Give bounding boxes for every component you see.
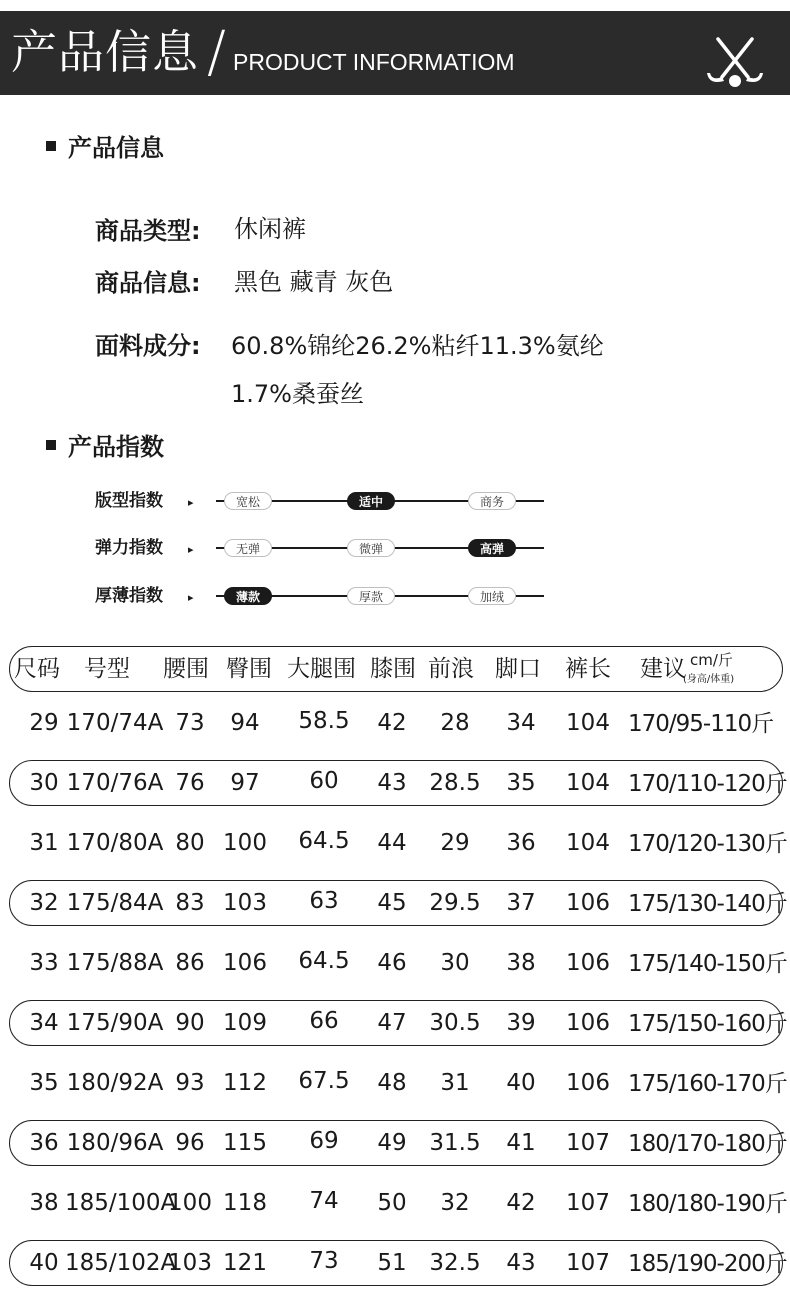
table-cell: 49 — [377, 1130, 407, 1156]
table-cell: 64.5 — [298, 828, 350, 854]
table-cell: 175/140-150斤 — [628, 951, 787, 977]
table-cell: 45 — [377, 890, 407, 916]
table-cell: 83 — [175, 890, 205, 916]
info-key-type: 商品类型: — [95, 217, 201, 245]
index-label: 厚薄指数 — [95, 586, 163, 606]
scale-option-selected: 薄款 — [224, 587, 272, 605]
table-cell: 36 — [29, 1130, 59, 1156]
banner-slash: / — [207, 20, 226, 85]
table-cell: 175/130-140斤 — [628, 891, 787, 917]
table-cell: 170/74A — [66, 710, 164, 736]
table-cell: 28.5 — [429, 770, 481, 796]
table-cell: 112 — [223, 1070, 267, 1096]
table-cell: 106 — [223, 950, 267, 976]
table-cell: 42 — [377, 710, 407, 736]
table-cell: 106 — [566, 890, 610, 916]
info-key-colors: 商品信息: — [95, 269, 201, 297]
arrow-right-icon: ▸ — [188, 543, 194, 556]
scale-option: 无弹 — [224, 539, 272, 557]
table-cell: 175/160-170斤 — [628, 1071, 787, 1097]
index-scale — [216, 584, 544, 608]
table-cell: 76 — [175, 770, 205, 796]
table-cell: 180/96A — [66, 1130, 164, 1156]
table-cell: 180/92A — [66, 1070, 164, 1096]
table-cell: 50 — [377, 1190, 407, 1216]
table-cell: 32 — [29, 890, 59, 916]
table-cell: 170/95-110斤 — [628, 711, 774, 737]
table-cell: 180/170-180斤 — [628, 1131, 787, 1157]
table-cell: 31.5 — [429, 1130, 481, 1156]
index-scale — [216, 536, 544, 560]
column-header: 号型 — [84, 656, 130, 682]
column-header: 前浪 — [428, 656, 474, 682]
table-cell: 43 — [506, 1250, 536, 1276]
table-cell: 90 — [175, 1010, 205, 1036]
column-header: 膝围 — [370, 656, 416, 682]
table-cell: 43 — [377, 770, 407, 796]
table-cell: 40 — [29, 1250, 59, 1276]
scale-option: 微弹 — [347, 539, 395, 557]
table-cell: 33 — [29, 950, 59, 976]
info-key-fabric: 面料成分: — [95, 332, 201, 360]
table-cell: 44 — [377, 830, 407, 856]
table-cell: 80 — [175, 830, 205, 856]
table-cell: 104 — [566, 710, 610, 736]
table-cell: 73 — [309, 1248, 339, 1274]
table-cell: 37 — [506, 890, 536, 916]
table-cell: 35 — [506, 770, 536, 796]
table-cell: 175/84A — [66, 890, 164, 916]
header-banner — [0, 11, 790, 95]
table-cell: 121 — [223, 1250, 267, 1276]
table-cell: 32 — [440, 1190, 470, 1216]
table-cell: 60 — [309, 768, 339, 794]
table-cell: 48 — [377, 1070, 407, 1096]
table-cell: 107 — [566, 1250, 610, 1276]
table-cell: 29 — [29, 710, 59, 736]
table-cell: 100 — [168, 1190, 212, 1216]
table-cell: 31 — [440, 1070, 470, 1096]
table-cell: 103 — [223, 890, 267, 916]
table-cell: 106 — [566, 950, 610, 976]
table-cell: 170/76A — [66, 770, 164, 796]
scale-option: 厚款 — [347, 587, 395, 605]
index-scale — [216, 489, 544, 513]
table-cell: 34 — [506, 710, 536, 736]
table-cell: 106 — [566, 1070, 610, 1096]
table-cell: 28 — [440, 710, 470, 736]
table-cell: 185/100A — [65, 1190, 177, 1216]
table-cell: 30.5 — [429, 1010, 481, 1036]
table-cell: 180/180-190斤 — [628, 1191, 787, 1217]
table-cell: 66 — [309, 1008, 339, 1034]
column-header: 尺码 — [14, 656, 60, 682]
table-cell: 185/190-200斤 — [628, 1251, 787, 1277]
table-cell: 107 — [566, 1130, 610, 1156]
banner-title-en: PRODUCT INFORMATIOM — [233, 49, 515, 75]
table-cell: 86 — [175, 950, 205, 976]
banner-title-cn: 产品信息 — [11, 25, 199, 79]
table-cell: 73 — [175, 710, 205, 736]
table-cell: 46 — [377, 950, 407, 976]
table-cell: 31 — [29, 830, 59, 856]
scale-option: 加绒 — [468, 587, 516, 605]
table-cell: 170/110-120斤 — [628, 771, 787, 797]
table-cell: 34 — [29, 1010, 59, 1036]
golf-clubs-icon — [700, 33, 770, 93]
table-cell: 170/120-130斤 — [628, 831, 787, 857]
table-cell: 175/150-160斤 — [628, 1011, 787, 1037]
table-cell: 47 — [377, 1010, 407, 1036]
table-cell: 64.5 — [298, 948, 350, 974]
table-cell: 74 — [309, 1188, 339, 1214]
table-cell: 69 — [309, 1128, 339, 1154]
column-header: 建议 — [640, 656, 686, 682]
table-cell: 118 — [223, 1190, 267, 1216]
unit-note: (身高/体重) — [683, 674, 735, 685]
column-header: 腰围 — [163, 656, 209, 682]
table-cell: 36 — [506, 830, 536, 856]
table-cell: 104 — [566, 830, 610, 856]
table-cell: 109 — [223, 1010, 267, 1036]
table-cell: 63 — [309, 888, 339, 914]
table-cell: 29 — [440, 830, 470, 856]
table-cell: 38 — [29, 1190, 59, 1216]
info-value-type: 休闲裤 — [234, 215, 306, 243]
table-cell: 106 — [566, 1010, 610, 1036]
table-cell: 107 — [566, 1190, 610, 1216]
table-cell: 170/80A — [66, 830, 164, 856]
table-cell: 103 — [168, 1250, 212, 1276]
scale-option-selected: 适中 — [347, 492, 395, 510]
info-value-colors: 黑色 藏青 灰色 — [234, 268, 394, 296]
table-cell: 58.5 — [298, 708, 350, 734]
table-cell: 41 — [506, 1130, 536, 1156]
table-cell: 51 — [377, 1250, 407, 1276]
section-title-index: 产品指数 — [46, 435, 164, 459]
column-header: 大腿围 — [287, 656, 356, 682]
table-cell: 38 — [506, 950, 536, 976]
table-cell: 42 — [506, 1190, 536, 1216]
table-cell: 175/90A — [66, 1010, 164, 1036]
info-value-fabric: 60.8%锦纶26.2%粘纤11.3%氨纶 — [231, 332, 604, 360]
table-cell: 94 — [230, 710, 260, 736]
table-cell: 67.5 — [298, 1068, 350, 1094]
section-title-info: 产品信息 — [46, 136, 164, 160]
table-cell: 104 — [566, 770, 610, 796]
table-cell: 30 — [29, 770, 59, 796]
index-label: 版型指数 — [95, 491, 163, 511]
table-cell: 35 — [29, 1070, 59, 1096]
arrow-right-icon: ▸ — [188, 591, 194, 604]
bullet-square-icon — [46, 440, 56, 450]
index-label: 弹力指数 — [95, 538, 163, 558]
scale-option: 商务 — [468, 492, 516, 510]
table-cell: 100 — [223, 830, 267, 856]
table-cell: 93 — [175, 1070, 205, 1096]
table-cell: 97 — [230, 770, 260, 796]
column-header: 脚口 — [495, 656, 541, 682]
table-cell: 30 — [440, 950, 470, 976]
table-cell: 115 — [223, 1130, 267, 1156]
bullet-square-icon — [46, 141, 56, 151]
arrow-right-icon: ▸ — [188, 496, 194, 509]
scale-option: 宽松 — [224, 492, 272, 510]
table-cell: 96 — [175, 1130, 205, 1156]
table-cell: 175/88A — [66, 950, 164, 976]
table-cell: 40 — [506, 1070, 536, 1096]
scale-option-selected: 高弹 — [468, 539, 516, 557]
column-header: 裤长 — [565, 656, 611, 682]
table-cell: 39 — [506, 1010, 536, 1036]
table-cell: 29.5 — [429, 890, 481, 916]
table-cell: 185/102A — [65, 1250, 177, 1276]
unit-label: cm/斤 — [690, 651, 733, 669]
table-cell: 32.5 — [429, 1250, 481, 1276]
info-value-fabric-line2: 1.7%桑蚕丝 — [231, 380, 364, 408]
column-header: 臀围 — [226, 656, 272, 682]
